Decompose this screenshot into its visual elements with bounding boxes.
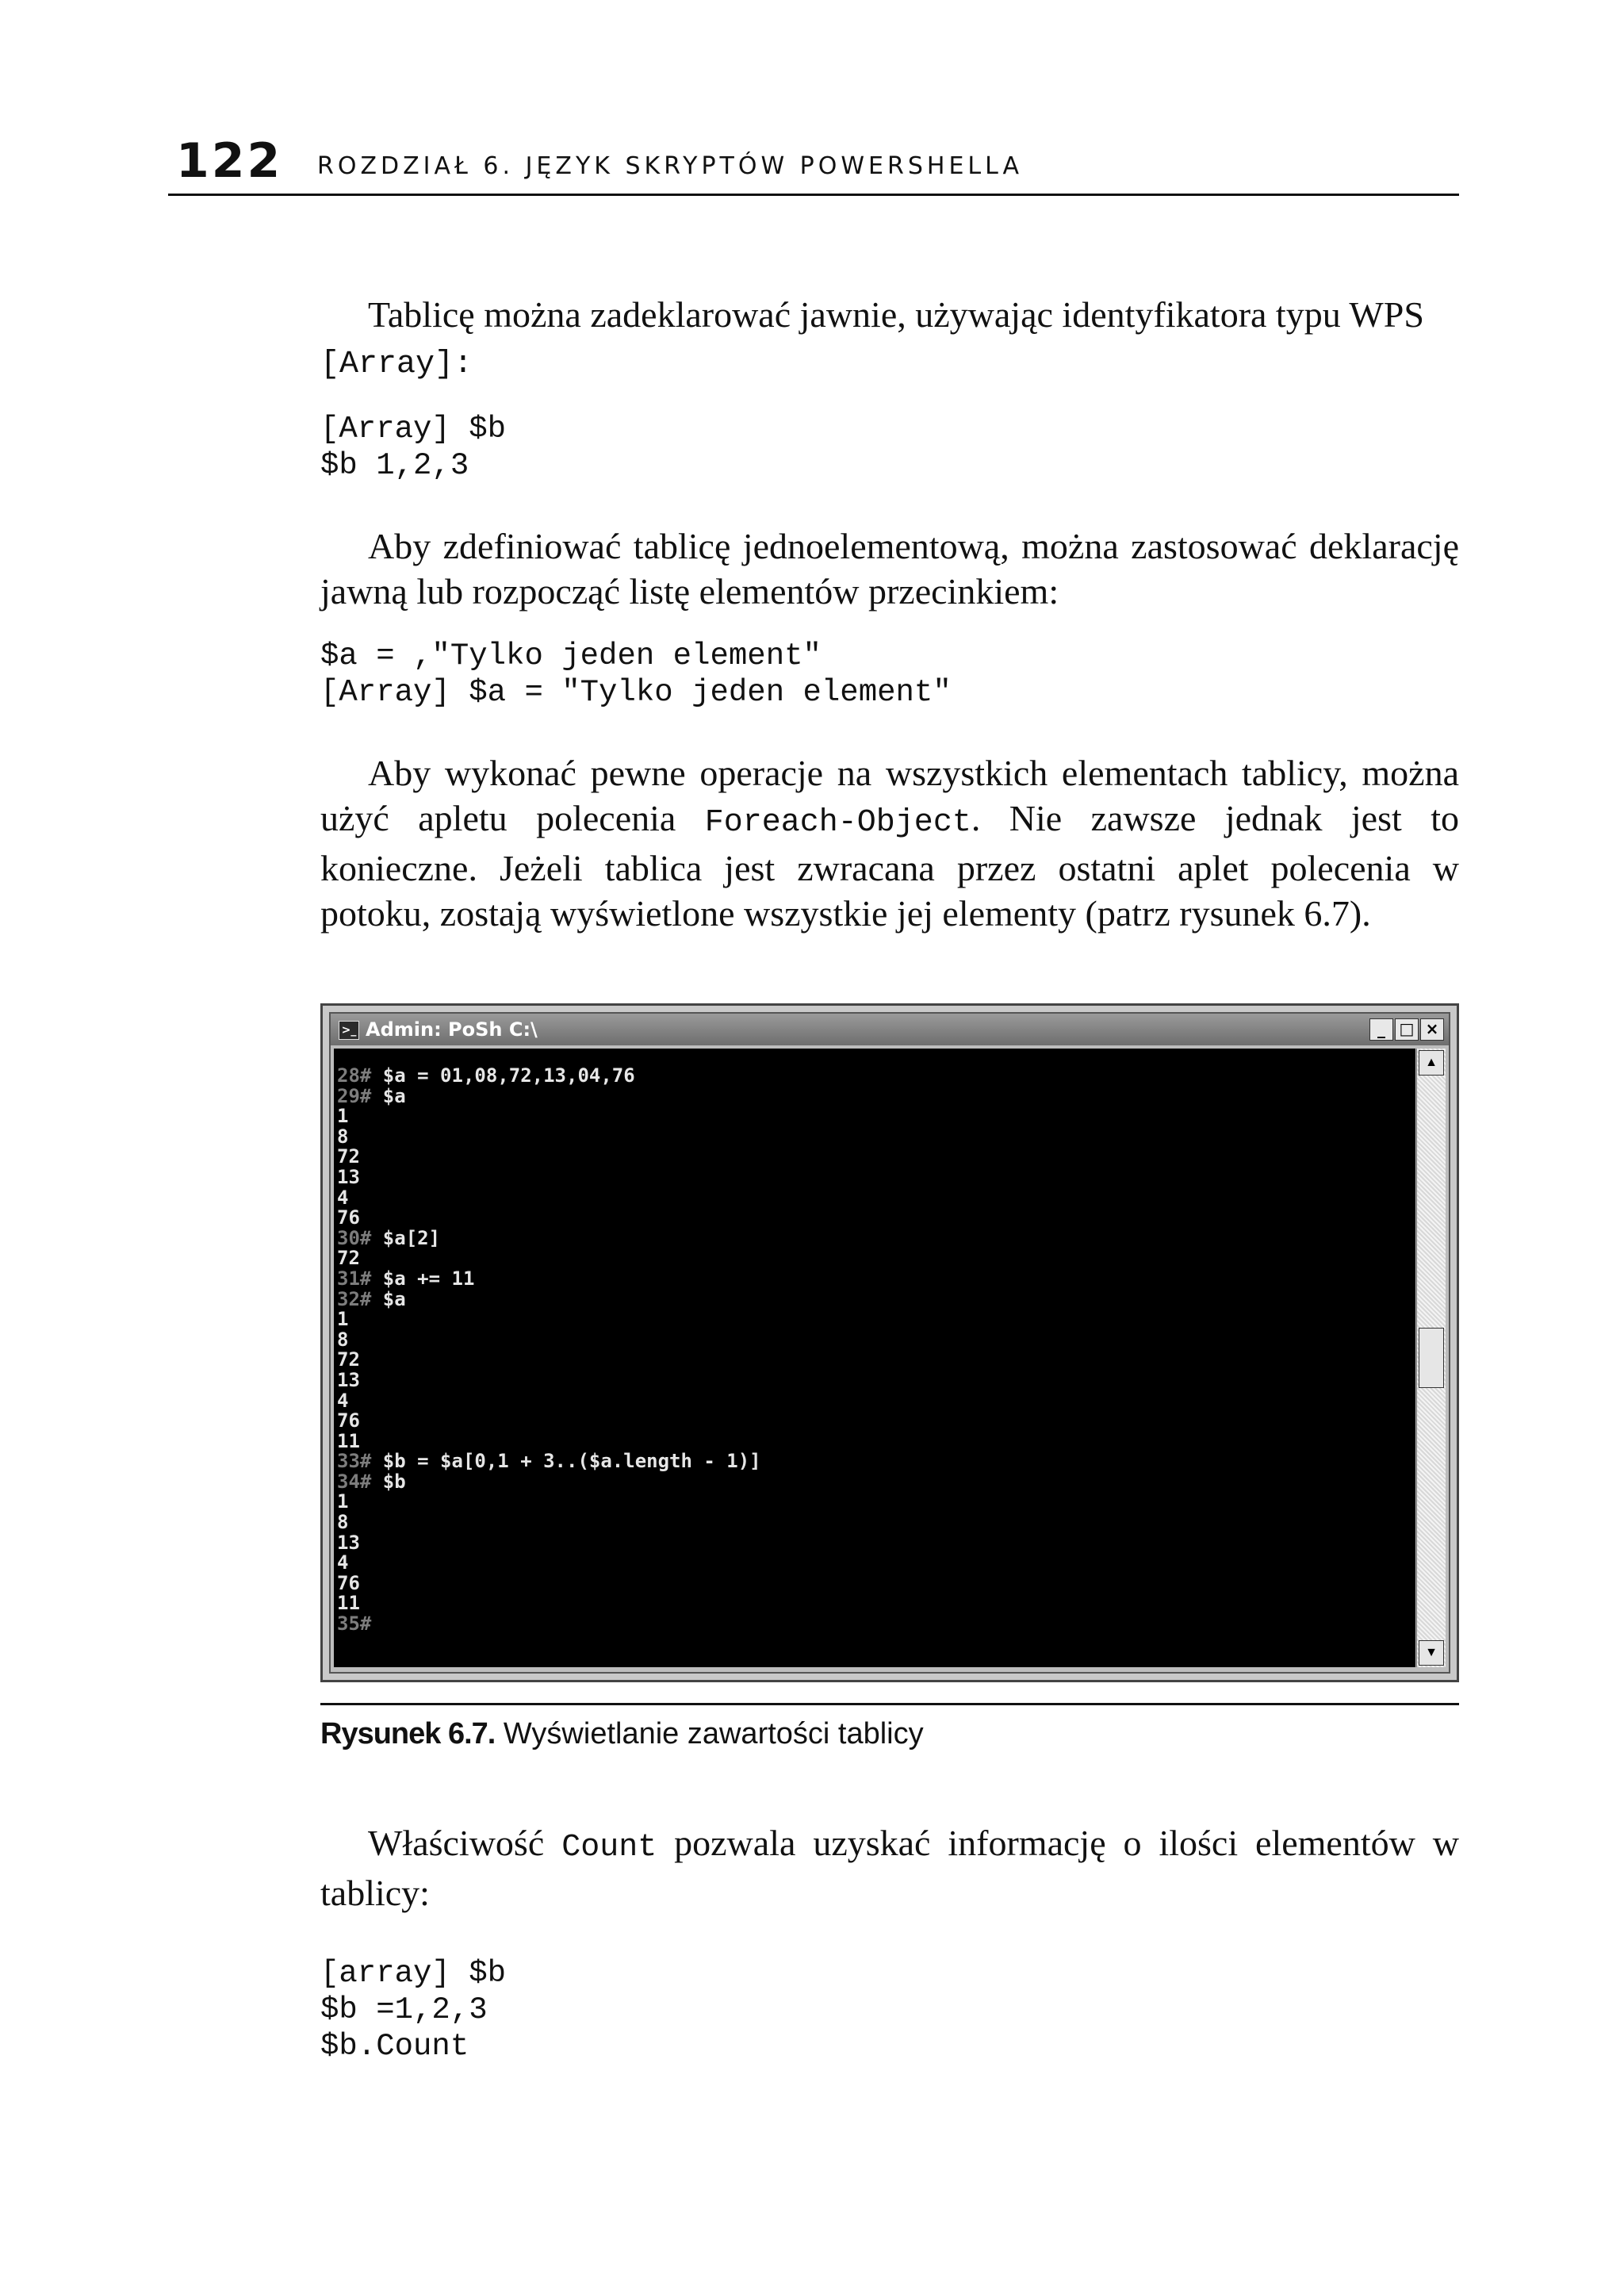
paragraph-array-declaration — [320, 292, 1459, 387]
console-text: 13 — [337, 1368, 360, 1391]
console-text: 8 — [337, 1511, 349, 1534]
maximize-button[interactable]: □ — [1395, 1018, 1419, 1041]
console-line — [337, 1451, 1415, 1472]
console-line — [337, 1533, 1415, 1554]
close-button[interactable]: × — [1420, 1018, 1444, 1041]
console-line — [337, 1106, 1415, 1127]
paragraph-count — [320, 1820, 1459, 1915]
console-line — [337, 1066, 1415, 1087]
console-text: 13 — [337, 1165, 360, 1188]
console-line — [337, 1165, 1415, 1188]
console-text: 4 — [337, 1551, 349, 1574]
page-content — [320, 292, 1459, 2065]
console-prompt: 30# — [337, 1226, 372, 1249]
paragraph-text: Właściwość — [368, 1823, 562, 1863]
paragraph-text: pozwala uzyskać informację o ilości elementów w tablicy: — [320, 1823, 1459, 1913]
console-text: 11 — [337, 1429, 360, 1452]
console-text: 11 — [337, 1592, 360, 1615]
console-text: $b = $a[0,1 + 3..($a.length - 1)] — [371, 1450, 761, 1473]
scroll-thumb[interactable] — [1419, 1328, 1444, 1388]
console-line — [337, 1492, 1415, 1513]
console-line — [337, 1614, 1415, 1635]
code-block-2: $a = ,"Tylko jeden element" [Array] $a = "Tylko jeden element" — [320, 638, 952, 710]
console-line — [337, 1084, 1415, 1107]
console-line — [337, 1391, 1415, 1412]
console-line — [337, 1553, 1415, 1574]
console-line — [337, 1269, 1415, 1290]
console-text: 8 — [337, 1125, 349, 1148]
window-controls — [1369, 1018, 1444, 1041]
console-prompt: 28# — [337, 1064, 372, 1087]
console-line — [337, 1248, 1415, 1269]
console-text: $a[2] — [371, 1226, 441, 1249]
inline-code: [Array]: — [320, 347, 473, 382]
window-titlebar[interactable] — [331, 1014, 1449, 1045]
console-text: 76 — [337, 1206, 360, 1229]
console-text: 4 — [337, 1389, 349, 1412]
figure-6-7 — [320, 1003, 1459, 1682]
console-line — [337, 1472, 1415, 1493]
console-text: 13 — [337, 1531, 360, 1554]
console-prompt: 31# — [337, 1267, 372, 1290]
paragraph-foreach — [320, 750, 1459, 936]
console-text: 72 — [337, 1247, 360, 1270]
console-line — [337, 1330, 1415, 1351]
console-line — [337, 1368, 1415, 1391]
console-text: 1 — [337, 1105, 349, 1128]
scroll-down-arrow-icon[interactable]: ▼ — [1419, 1640, 1444, 1666]
window-title: Admin: PoSh C:\ — [366, 1018, 538, 1041]
console-prompt: 34# — [337, 1470, 372, 1493]
console-prompt: 35# — [337, 1612, 372, 1635]
paragraph-text: . Nie zawsze jednak jest to konieczne. Jeżeli tablica jest zwracana przez ostatni aplet polecenia w potoku, zostają wyświetlone wszystkie jej elementy (patrz rysunek 6.7). — [320, 798, 1459, 934]
console-text: $a — [371, 1084, 406, 1107]
console-line — [337, 1513, 1415, 1533]
code-block-1: [Array] $b $b 1,2,3 — [320, 412, 507, 483]
console-prompt: 29# — [337, 1084, 372, 1107]
inline-code: Count — [561, 1830, 657, 1865]
code-block-3: [array] $b $b =1,2,3 $b.Count — [320, 1956, 507, 2064]
paragraph-text: Aby zdefiniować tablicę jednoelementową, można zastosować deklarację jawną lub rozpocząć listę elementów przecinkiem: — [320, 526, 1459, 612]
console-text: $a = 01,08,72,13,04,76 — [371, 1064, 635, 1087]
console-line — [337, 1188, 1415, 1209]
console-text: 76 — [337, 1571, 360, 1594]
console-line — [337, 1593, 1415, 1614]
caption-text: Wyświetlanie zawartości tablicy — [495, 1717, 924, 1750]
scroll-up-arrow-icon[interactable]: ▲ — [1419, 1050, 1444, 1076]
console-text: 72 — [337, 1145, 360, 1168]
console-line — [337, 1309, 1415, 1330]
console-text: $a += 11 — [371, 1267, 475, 1290]
console-line — [337, 1208, 1415, 1229]
figure-caption — [320, 1715, 1459, 1753]
console-text: $a — [371, 1287, 406, 1310]
paragraph-text: Tablicę można zadeklarować jawnie, używając identyfikatora typu WPS — [368, 294, 1424, 335]
console-text: 72 — [337, 1348, 360, 1371]
console-line — [337, 1127, 1415, 1148]
console-line — [337, 1411, 1415, 1432]
console-text: 76 — [337, 1409, 360, 1432]
console-text: 1 — [337, 1490, 349, 1513]
page-header — [168, 133, 1459, 196]
running-title: ROZDZIAŁ 6. JĘZYK SKRYPTÓW POWERSHELLA — [317, 152, 1024, 180]
console-output[interactable] — [334, 1049, 1415, 1667]
paragraph-single-element — [320, 523, 1459, 614]
console-line — [337, 1429, 1415, 1452]
console-line — [337, 1287, 1415, 1310]
minimize-button[interactable]: _ — [1369, 1018, 1393, 1041]
console-window — [329, 1012, 1450, 1674]
console-line — [337, 1571, 1415, 1594]
caption-divider — [320, 1703, 1459, 1705]
console-text: 8 — [337, 1328, 349, 1351]
console-line — [337, 1350, 1415, 1371]
powershell-icon: >_ — [339, 1021, 359, 1040]
caption-label: Rysunek 6.7. — [320, 1717, 496, 1750]
console-line — [337, 1147, 1415, 1168]
console-text: 1 — [337, 1308, 349, 1331]
console-text: 4 — [337, 1186, 349, 1209]
console-prompt: 33# — [337, 1450, 372, 1473]
paragraph-text: Aby wykonać pewne operacje na wszystkich elementach tablicy, można użyć apletu polecenia — [320, 753, 1459, 838]
console-text: $b — [371, 1470, 406, 1493]
inline-code: Foreach-Object — [704, 805, 971, 841]
page-number: 122 — [176, 133, 283, 189]
console-prompt: 32# — [337, 1287, 372, 1310]
vertical-scrollbar[interactable] — [1416, 1049, 1446, 1667]
console-line — [337, 1226, 1415, 1249]
